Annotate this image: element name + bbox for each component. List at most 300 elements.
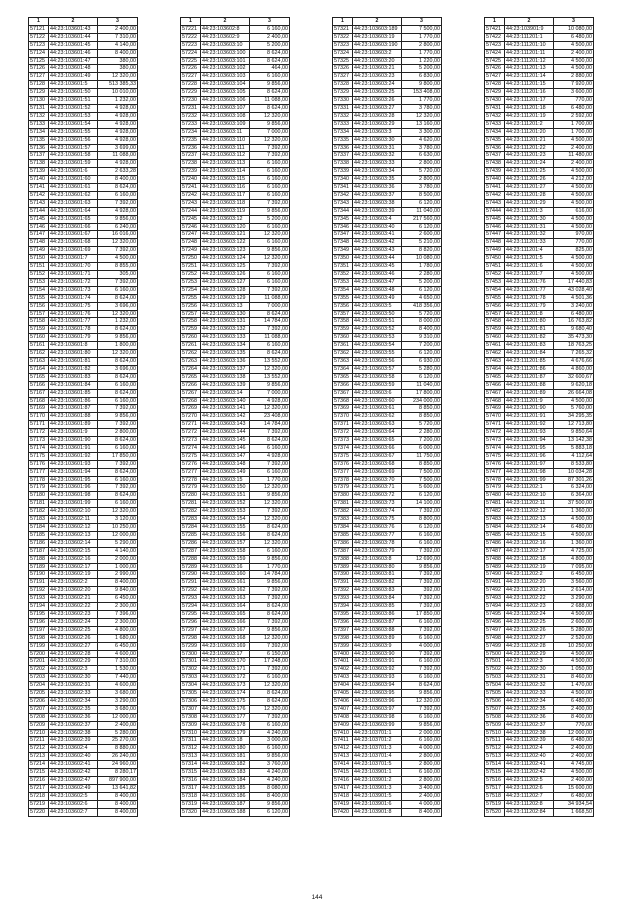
row-index-cell: 57130 (29, 97, 49, 105)
table-row (333, 579, 442, 587)
table-row (181, 365, 290, 373)
row-index-cell: 57500 (485, 650, 505, 658)
value-cell: 9 856,00 (98, 215, 138, 223)
table-row (29, 705, 138, 713)
value-cell: 2 800,00 (402, 777, 442, 785)
cadastral-number-cell: 44:23:103601:60 (49, 176, 98, 184)
cadastral-number-cell: 44:23:103603:101 (201, 57, 250, 65)
row-index-cell: 57290 (181, 571, 201, 579)
value-cell: 7 392,00 (98, 405, 138, 413)
table-row (181, 112, 290, 120)
value-cell: 8 624,00 (250, 690, 290, 698)
value-cell: 4 000,00 (402, 745, 442, 753)
row-index-cell: 57169 (29, 405, 49, 413)
value-cell: 4 500,00 (554, 184, 594, 192)
row-index-cell: 57319 (181, 800, 201, 808)
value-cell: 12 320,00 (250, 136, 290, 144)
cadastral-number-cell: 44:23:103601:58 (49, 152, 98, 160)
table-row (333, 239, 442, 247)
row-index-cell: 57398 (333, 634, 353, 642)
row-index-cell: 57249 (181, 247, 201, 255)
cadastral-number-cell: 44:23:103603:30 (353, 136, 402, 144)
cadastral-number-cell: 44:23:111201:85 (505, 357, 554, 365)
table-row (333, 713, 442, 721)
table-row (181, 405, 290, 413)
table-row (29, 721, 138, 729)
cadastral-number-cell: 44:23:111201:23 (505, 152, 554, 160)
table-row (29, 784, 138, 792)
table-row (333, 65, 442, 73)
table-row (181, 658, 290, 666)
value-cell: 4 140,00 (98, 547, 138, 555)
table-row (29, 255, 138, 263)
value-cell: 8 624,00 (98, 326, 138, 334)
table-row (333, 397, 442, 405)
row-index-cell: 57362 (333, 350, 353, 358)
cadastral-number-cell: 44:23:111201:7 (505, 271, 554, 279)
table-row (181, 136, 290, 144)
row-index-cell: 57273 (181, 437, 201, 445)
row-index-cell: 57366 (333, 381, 353, 389)
row-index-cell: 57436 (485, 144, 505, 152)
row-index-cell: 57439 (485, 168, 505, 176)
cadastral-number-cell: 44:23:103603:110 (201, 136, 250, 144)
cadastral-number-cell: 44:23:111201:99 (505, 476, 554, 484)
row-index-cell: 57438 (485, 160, 505, 168)
table-row (29, 658, 138, 666)
table-row (29, 555, 138, 563)
value-cell: 37 500,00 (554, 500, 594, 508)
value-cell: 2 990,00 (98, 571, 138, 579)
row-index-cell: 57283 (181, 516, 201, 524)
table-row (485, 326, 594, 334)
row-index-cell: 57217 (29, 784, 49, 792)
cadastral-number-cell: 44:23:103603:5 (353, 302, 402, 310)
cadastral-number-cell: 44:23:111202:2 (505, 571, 554, 579)
table-row (485, 792, 594, 800)
cadastral-number-cell: 44:23:103601:5 (49, 81, 98, 89)
value-cell: 12 000,00 (98, 713, 138, 721)
table-row (485, 381, 594, 389)
table-row (333, 207, 442, 215)
table-row (485, 761, 594, 769)
row-index-cell: 57433 (485, 120, 505, 128)
cadastral-number-cell: 44:23:103602:21 (49, 595, 98, 603)
row-index-cell: 57151 (29, 263, 49, 271)
value-cell: 6 160,00 (402, 737, 442, 745)
value-cell: 6 160,00 (98, 397, 138, 405)
row-index-cell: 57227 (181, 73, 201, 81)
cadastral-number-cell: 44:23:103603:9 (353, 642, 402, 650)
value-cell: 18 763,25 (554, 342, 594, 350)
row-index-cell: 57516 (485, 777, 505, 785)
value-cell: 6 480,00 (554, 310, 594, 318)
value-cell: 7 392,00 (402, 626, 442, 634)
table-row (29, 25, 138, 33)
value-cell: 7 200,00 (402, 342, 442, 350)
table-row (29, 397, 138, 405)
row-index-cell: 57155 (29, 294, 49, 302)
cadastral-number-cell: 44:23:103603:20 (353, 57, 402, 65)
table-row (29, 769, 138, 777)
table-row (181, 500, 290, 508)
cadastral-number-cell: 44:23:111201:31 (505, 223, 554, 231)
row-index-cell: 57265 (181, 373, 201, 381)
row-index-cell: 57156 (29, 302, 49, 310)
table-row (333, 777, 442, 785)
table-row (29, 413, 138, 421)
row-index-cell: 57479 (485, 484, 505, 492)
value-cell: 4 240,00 (250, 729, 290, 737)
value-cell: 17 850,00 (402, 610, 442, 618)
table-row (181, 777, 290, 785)
table-row (333, 373, 442, 381)
row-index-cell: 57240 (181, 176, 201, 184)
value-cell: 3 780,00 (402, 144, 442, 152)
cadastral-number-cell: 44:23:103603:75 (353, 516, 402, 524)
value-cell: 217 560,00 (402, 215, 442, 223)
row-index-cell: 57189 (29, 563, 49, 571)
row-index-cell: 57509 (485, 721, 505, 729)
cadastral-number-cell: 44:23:111201:93 (505, 429, 554, 437)
row-index-cell: 57432 (485, 112, 505, 120)
value-cell: 7 392,00 (402, 650, 442, 658)
table-row (333, 745, 442, 753)
cadastral-number-cell: 44:23:103603:56 (353, 357, 402, 365)
value-cell: 1 360,00 (554, 508, 594, 516)
table-row (29, 104, 138, 112)
cadastral-number-cell: 44:23:103601:87 (49, 405, 98, 413)
table-row (485, 73, 594, 81)
row-index-cell: 57234 (181, 128, 201, 136)
cadastral-number-cell: 44:23:111202:18 (505, 555, 554, 563)
table-row (181, 524, 290, 532)
row-index-cell: 57424 (485, 49, 505, 57)
row-index-cell: 57470 (485, 413, 505, 421)
row-index-cell: 57312 (181, 745, 201, 753)
value-cell: 11 088,00 (250, 97, 290, 105)
cadastral-number-cell: 44:23:103603:136 (201, 357, 250, 365)
table-row (485, 452, 594, 460)
header-cell-cadastral: 2 (505, 18, 554, 26)
value-cell: 11 088,00 (250, 334, 290, 342)
table-row (181, 555, 290, 563)
cadastral-number-cell: 44:23:103603:176 (201, 705, 250, 713)
cadastral-number-cell: 44:23:111201:95 (505, 444, 554, 452)
table-row (29, 41, 138, 49)
cadastral-number-cell: 44:23:103603:145 (201, 437, 250, 445)
row-index-cell: 57160 (29, 334, 49, 342)
row-index-cell: 57303 (181, 674, 201, 682)
value-cell: 12 320,00 (250, 682, 290, 690)
cadastral-number-cell: 44:23:103603:40 (353, 223, 402, 231)
value-cell: 9 856,00 (250, 120, 290, 128)
table-row (29, 800, 138, 808)
cadastral-number-cell: 44:23:103603:87 (353, 618, 402, 626)
row-index-cell: 57347 (333, 231, 353, 239)
row-index-cell: 57455 (485, 294, 505, 302)
table-row (485, 231, 594, 239)
value-cell: 6 160,00 (250, 745, 290, 753)
row-index-cell: 57211 (29, 737, 49, 745)
row-index-cell: 57334 (333, 128, 353, 136)
row-index-cell: 57425 (485, 57, 505, 65)
row-index-cell: 57129 (29, 89, 49, 97)
row-index-cell: 57212 (29, 745, 49, 753)
value-cell: 8 280,17 (98, 769, 138, 777)
cadastral-number-cell: 44:23:111201:27 (505, 184, 554, 192)
row-index-cell: 57357 (333, 310, 353, 318)
table-row (333, 49, 442, 57)
table-row (333, 199, 442, 207)
table-row (333, 413, 442, 421)
value-cell: 7 392,00 (250, 618, 290, 626)
value-cell: 10 080,00 (402, 255, 442, 263)
row-index-cell: 57323 (333, 41, 353, 49)
value-cell: 34 934,54 (554, 800, 594, 808)
cadastral-number-cell: 44:23:111201:6 (505, 263, 554, 271)
table-row (485, 626, 594, 634)
row-index-cell: 57407 (333, 705, 353, 713)
row-index-cell: 57293 (181, 595, 201, 603)
cadastral-number-cell: 44:23:103601:90 (49, 437, 98, 445)
value-cell: 7 392,00 (250, 152, 290, 160)
row-index-cell: 57225 (181, 57, 201, 65)
cadastral-number-cell: 44:23:103603:130 (201, 310, 250, 318)
row-index-cell: 57477 (485, 468, 505, 476)
table-row (485, 405, 594, 413)
table-row (485, 784, 594, 792)
row-index-cell: 57142 (29, 191, 49, 199)
value-cell: 12 320,00 (250, 539, 290, 547)
value-cell: 6 160,00 (250, 444, 290, 452)
cadastral-number-cell: 44:23:103603:99 (353, 721, 402, 729)
value-cell: 4 500,00 (554, 263, 594, 271)
table-row (181, 33, 290, 41)
value-cell: 9 856,00 (250, 555, 290, 563)
table-row (29, 429, 138, 437)
row-index-cell: 57187 (29, 547, 49, 555)
value-cell: 14 100,00 (402, 500, 442, 508)
table-row (181, 294, 290, 302)
cadastral-number-cell: 44:23:111201:18 (505, 104, 554, 112)
table-row (333, 57, 442, 65)
value-cell: 7 920,00 (554, 81, 594, 89)
table-row (29, 278, 138, 286)
row-index-cell: 57435 (485, 136, 505, 144)
table-row (333, 152, 442, 160)
value-cell: 970,00 (554, 231, 594, 239)
value-cell: 770,00 (554, 239, 594, 247)
table-row (333, 516, 442, 524)
value-cell: 6 160,00 (250, 73, 290, 81)
row-index-cell: 57192 (29, 587, 49, 595)
cadastral-number-cell: 44:23:103601:74 (49, 294, 98, 302)
value-cell: 9 856,00 (98, 334, 138, 342)
row-index-cell: 57236 (181, 144, 201, 152)
value-cell: 7 095,00 (554, 563, 594, 571)
cadastral-number-cell: 44:23:111201:98 (505, 468, 554, 476)
table-row (181, 444, 290, 452)
cadastral-number-cell: 44:23:103603:28 (353, 112, 402, 120)
table-row (333, 437, 442, 445)
row-index-cell: 57339 (333, 168, 353, 176)
header-cell-index: 1 (29, 18, 49, 26)
table-row (29, 239, 138, 247)
row-index-cell: 57377 (333, 468, 353, 476)
cadastral-number-cell: 44:23:103603:118 (201, 199, 250, 207)
cadastral-number-cell: 44:23:103602:11 (49, 516, 98, 524)
row-index-cell: 57327 (333, 73, 353, 81)
row-index-cell: 57518 (485, 792, 505, 800)
cadastral-number-cell: 44:23:111202:21 (505, 587, 554, 595)
row-index-cell: 57226 (181, 65, 201, 73)
row-index-cell: 57180 (29, 492, 49, 500)
value-cell: 6 160,00 (402, 674, 442, 682)
table-row (181, 326, 290, 334)
table-row (29, 65, 138, 73)
value-cell: 2 800,00 (402, 761, 442, 769)
cadastral-number-cell: 44:23:103603:121 (201, 231, 250, 239)
row-index-cell: 57413 (333, 753, 353, 761)
row-index-cell: 57205 (29, 690, 49, 698)
table-row (181, 120, 290, 128)
row-index-cell: 57127 (29, 73, 49, 81)
row-index-cell: 57153 (29, 278, 49, 286)
table-row (485, 49, 594, 57)
row-index-cell: 57282 (181, 508, 201, 516)
table-row (181, 373, 290, 381)
table-row (485, 634, 594, 642)
cadastral-number-cell: 44:23:111201:10 (505, 41, 554, 49)
cadastral-number-cell: 44:23:103901:2 (353, 777, 402, 785)
row-index-cell: 57229 (181, 89, 201, 97)
value-cell: 4 500,00 (554, 41, 594, 49)
row-index-cell: 57152 (29, 271, 49, 279)
value-cell: 10 250,00 (98, 524, 138, 532)
row-index-cell: 57306 (181, 697, 201, 705)
row-index-cell: 57352 (333, 271, 353, 279)
table-row (333, 524, 442, 532)
row-index-cell: 57345 (333, 215, 353, 223)
value-cell: 5 280,00 (402, 365, 442, 373)
table-row (333, 729, 442, 737)
table-row (29, 334, 138, 342)
value-cell: 1 050,00 (554, 666, 594, 674)
value-cell: 3 300,00 (402, 128, 442, 136)
table-row (333, 389, 442, 397)
cadastral-number-cell: 44:23:103603:185 (201, 784, 250, 792)
value-cell: 8 400,00 (98, 792, 138, 800)
row-index-cell: 57307 (181, 705, 201, 713)
row-index-cell: 57416 (333, 777, 353, 785)
cadastral-number-cell: 44:23:103602:30 (49, 674, 98, 682)
cadastral-number-cell: 44:23:103602:13 (49, 531, 98, 539)
row-index-cell: 57372 (333, 429, 353, 437)
cadastral-number-cell: 44:23:103601:88 (49, 413, 98, 421)
row-index-cell: 57428 (485, 81, 505, 89)
row-index-cell: 57271 (181, 421, 201, 429)
value-cell: 24 960,00 (98, 761, 138, 769)
cadastral-number-cell: 44:23:103603:23 (353, 73, 402, 81)
row-index-cell: 57466 (485, 381, 505, 389)
row-index-cell: 57359 (333, 326, 353, 334)
row-index-cell: 57126 (29, 65, 49, 73)
table-row (485, 397, 594, 405)
row-index-cell: 57302 (181, 666, 201, 674)
row-index-cell: 57326 (333, 65, 353, 73)
cadastral-number-cell: 44:23:111202:24 (505, 610, 554, 618)
cadastral-number-cell: 44:23:103602:28 (49, 650, 98, 658)
value-cell: 4 928,00 (250, 452, 290, 460)
cadastral-number-cell: 44:23:111202:20 (505, 579, 554, 587)
value-cell: 2 800,00 (402, 160, 442, 168)
row-index-cell: 57442 (485, 191, 505, 199)
row-index-cell: 57133 (29, 120, 49, 128)
row-index-cell: 57175 (29, 452, 49, 460)
value-cell: 6 160,00 (250, 25, 290, 33)
row-index-cell: 57411 (333, 737, 353, 745)
value-cell: 4 928,00 (98, 112, 138, 120)
cadastral-number-cell: 44:23:111201:1 (505, 33, 554, 41)
row-index-cell: 57337 (333, 152, 353, 160)
value-cell: 1 360,00 (554, 539, 594, 547)
row-index-cell: 57465 (485, 373, 505, 381)
value-cell: 7 392,00 (250, 595, 290, 603)
cadastral-number-cell: 44:23:103603:2 (353, 49, 402, 57)
table-row (333, 334, 442, 342)
row-index-cell: 57150 (29, 255, 49, 263)
cadastral-number-cell: 44:23:103601:77 (49, 318, 98, 326)
cadastral-number-cell: 44:23:103603:141 (201, 405, 250, 413)
cadastral-number-cell: 44:23:103602:8 (201, 25, 250, 33)
cadastral-number-cell: 44:23:111201:25 (505, 168, 554, 176)
row-index-cell: 57367 (333, 389, 353, 397)
row-index-cell: 57379 (333, 484, 353, 492)
cadastral-number-cell: 44:23:103601:76 (49, 310, 98, 318)
table-row (485, 207, 594, 215)
cadastral-number-cell: 44:23:111201:84 (505, 350, 554, 358)
row-index-cell: 57335 (333, 136, 353, 144)
header-row (333, 18, 442, 26)
cadastral-number-cell: 44:23:103602:12 (49, 524, 98, 532)
row-index-cell: 57322 (333, 33, 353, 41)
table-row (29, 516, 138, 524)
row-index-cell: 57256 (181, 302, 201, 310)
cadastral-number-cell: 44:23:103603:71 (353, 484, 402, 492)
table-row (181, 271, 290, 279)
row-index-cell: 57221 (181, 25, 201, 33)
table-row (29, 49, 138, 57)
cadastral-number-cell: 44:23:103603:89 (353, 634, 402, 642)
value-cell: 12 320,00 (98, 310, 138, 318)
row-index-cell: 57406 (333, 697, 353, 705)
table-row (29, 618, 138, 626)
cadastral-number-cell: 44:23:103603:170 (201, 658, 250, 666)
cadastral-number-cell: 44:23:103603:175 (201, 697, 250, 705)
cadastral-number-cell: 44:23:103603:96 (353, 697, 402, 705)
cadastral-number-cell: 44:23:103603:49 (353, 294, 402, 302)
cadastral-number-cell: 44:23:103601:89 (49, 421, 98, 429)
cadastral-number-cell: 44:23:103603:11 (201, 128, 250, 136)
row-index-cell: 57497 (485, 626, 505, 634)
value-cell: 6 450,00 (554, 571, 594, 579)
table-row (181, 81, 290, 89)
row-index-cell: 57315 (181, 769, 201, 777)
value-cell: 6 120,00 (402, 223, 442, 231)
row-index-cell: 57188 (29, 555, 49, 563)
table-row (29, 421, 138, 429)
